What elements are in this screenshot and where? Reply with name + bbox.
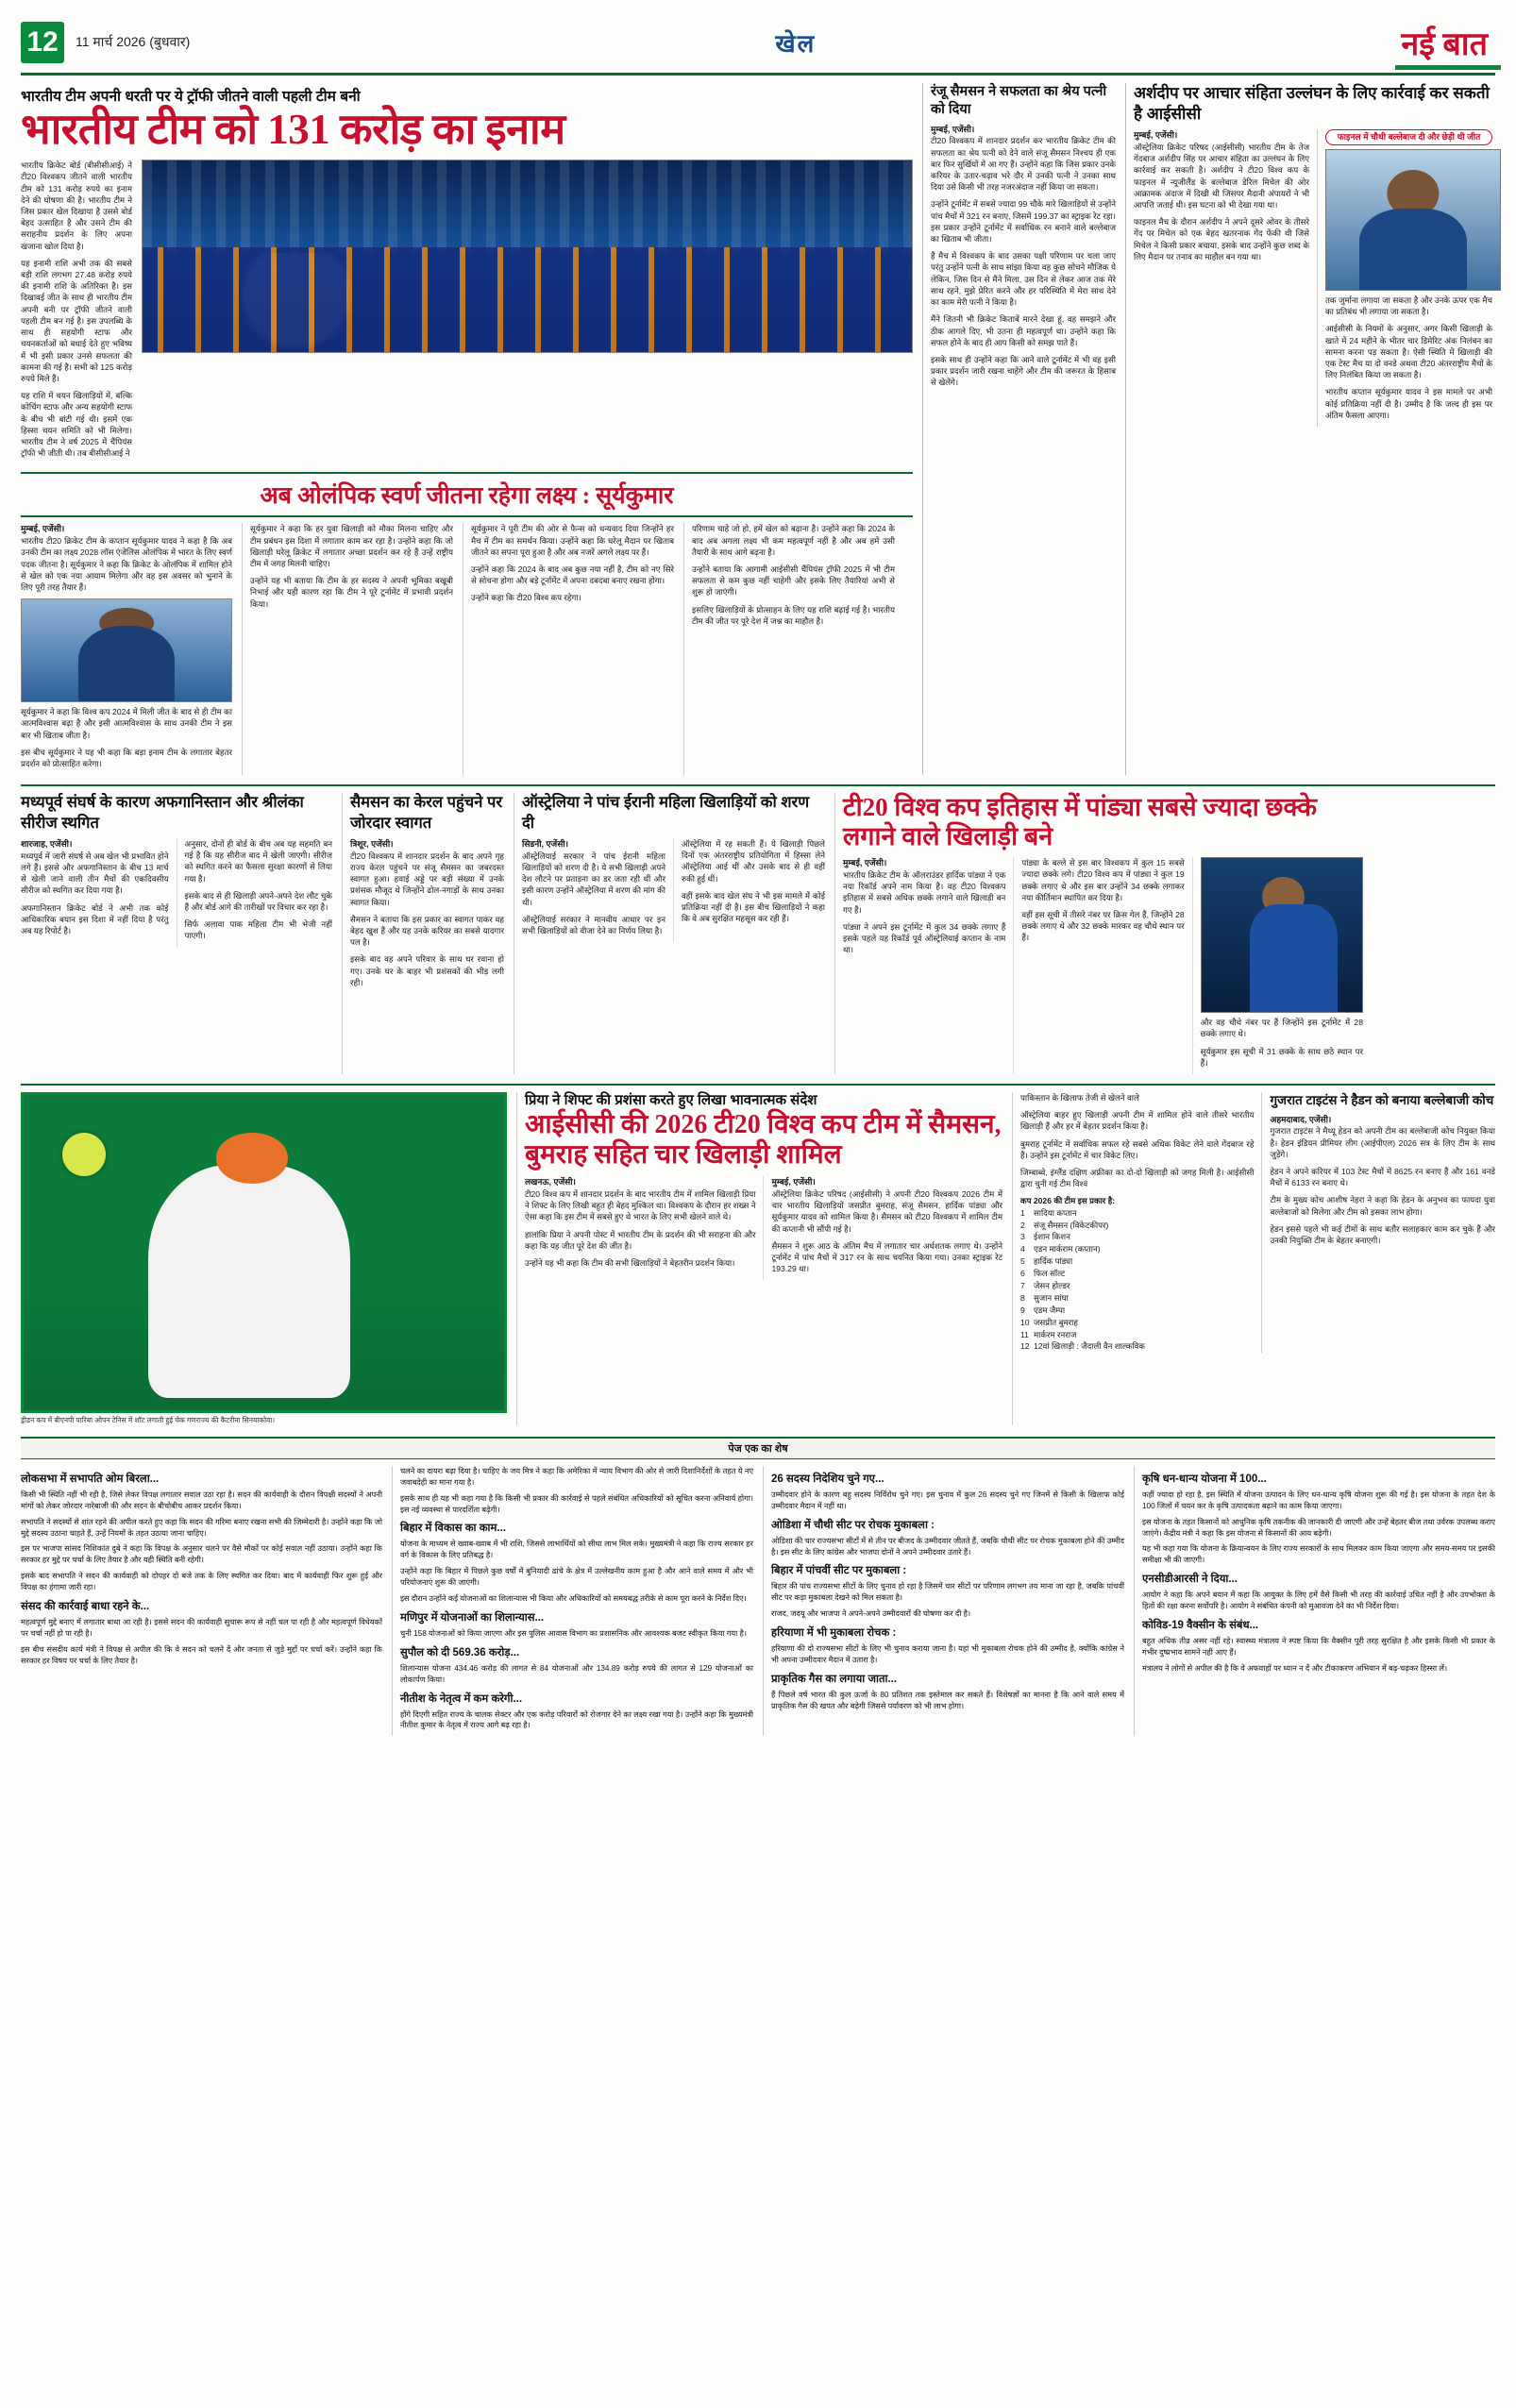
icc-para: ऑस्ट्रेलिया बाहर हुए खिलाड़ी अपनी टीम में शामिल होने वाले तीसरे भारतीय खिलाड़ी हैं और हर में बेहतर प्रदर्शन किया है। — [1020, 1110, 1255, 1132]
pandya-para: पांड्या ने अपने इस टूर्नामेंट में कुल 34 छक्के लगाए हैं इसके पहले यह रिकॉर्ड पूर्व ऑस्ट्रेलियाई कप्तान के नाम था। — [843, 921, 1006, 955]
dateline: मुम्बई, एजेंसी। — [771, 1177, 816, 1187]
ranju-para: उन्होंने टूर्नामेंट में सबसे ज्यादा 99 चौके मारे खिलाड़ियों से उन्होंने पांच मैचों में 321 रन बनाए, जिसमें 199.37 का स्ट्राइक रेट रहा। इस प्रकार उन्होंने टूर्नामेंट में सर्वाधिक रन बनाने वाले बल्लेबाज का खिताब भी जीता। — [931, 199, 1116, 244]
squad-item: 7 जेसन होल्डर — [1020, 1281, 1070, 1290]
jump-para: बिहार की पांच राज्यसभा सीटों के लिए चुनाव हो रहा है जिसमें चार सीटों पर परिणाम लगभग तय माना जा रहा है, जबकि पांचवीं सीट पर कड़ा मुकाबला देखने को मिल सकता है। — [770, 1582, 1124, 1603]
team-celebration-photo — [142, 160, 913, 353]
arshdeep-para: भारतीय कप्तान सूर्यकुमार यादव ने इस मामले पर अभी कोई प्रतिक्रिया नहीं दी है। उम्मीद है कि जल्द ही इस पर अंतिम फैसला आएगा। — [1325, 387, 1492, 420]
icc-squad-story — [516, 1092, 1002, 1425]
squad-item: 5 हार्दिक पांड्या — [1020, 1256, 1073, 1267]
icc-para: उन्होंने यह भी कहा कि टीम की सभी खिलाड़ियों ने बेहतरीन प्रदर्शन किया। — [524, 1257, 735, 1268]
arshdeep-col-1 — [1134, 129, 1309, 427]
iran-para: ऑस्ट्रेलियाई सरकार ने पांच ईरानी महिला खिलाड़ियों को शरण दी है। ये सभी खिलाड़ी अपने देश लौटने पर प्रताड़ना का डर जता रही थीं और इसी कारण उन्होंने ऑस्ट्रेलिया में शरण की मांग की थी। — [522, 850, 665, 907]
jump-head: एनसीडीआरसी ने दिया... — [1142, 1574, 1238, 1586]
jump-para: ओडिशा की चार राज्यसभा सीटों में से तीन पर बीजद के उम्मीदवार जीतते हैं, जबकि चौथी सीट पर रोचक मुकाबला होने की उम्मीद है। इस सीट के लिए कांग्रेस और भाजपा दोनों ने अपने उम्मीदवार उतारे हैं। — [770, 1536, 1124, 1557]
ranju-para: हैं मैच में विश्वकप के बाद उसका पक्षी परिणाम पर चला जाए परंतु उन्होंने पत्नी के साथ सांझा किया वह कुछ सोचने मौजिक ये लेकिन, जिस दिन से मैंने मिला, उस दिन से लेकर आज तक मेरे साथ रहने, मुझे प्रेरित करने और हर परिस्थिति में मेरा साथ देने का काम मेरी पत्नी ने किया है। — [931, 251, 1116, 308]
arshdeep-para: तक जुर्माना लगाया जा सकता है और उनके ऊपर एक मैच का प्रतिबंध भी लगाया जा सकता है। — [1325, 295, 1492, 317]
dateline: मुम्बई, एजेंसी। — [21, 524, 65, 534]
pandya-para: वहीं इस सूची में तीसरे नंबर पर क्रिस गेल हैं, जिन्होंने 28 छक्के लगाए थे और 32 छक्के मारकर वह चौथे स्थान पर हैं। — [1021, 910, 1185, 943]
jump-para: हरियाणा की दो राज्यसभा सीटों के लिए भी चुनाव कराया जाना है। यहां भी मुकाबला रोचक होने की उम्मीद है, क्योंकि कांग्रेस ने भी अपना उम्मीदवार मैदान में उतारा है। — [770, 1644, 1124, 1665]
afg-para: अनुसार, दोनों ही बोर्ड के बीच अब यह सहमति बन गई है कि यह सीरीज बाद में खेली जाएगी। सीरीज को स्थगित करने का फैसला सुरक्षा कारणों से लिया गया है। — [184, 839, 332, 884]
surya-para: उन्होंने बताया कि आगामी आईसीसी चैंपियंस ट्रॉफी 2025 में भी टीम सफलता से कम कुछ नहीं चाहेगी और इसके लिए तैयारियां अभी से शुरू हो जाएंगी। — [692, 564, 895, 598]
jump-para: इस दौरान उन्होंने कई योजनाओं का शिलान्यास भी किया और अधिकारियों को समयबद्ध तरीके से काम पूरा करने के निर्देश दिए। — [399, 1594, 747, 1604]
squad-item: 10 जसप्रीत बुमराह — [1020, 1317, 1078, 1327]
jump-para: हैं पिछले वर्ष भारत की कुल ऊर्जा के 80 प्रतिशत तक इस्तेमाल कर सकते हैं। विशेषज्ञों का मानना है कि आने वाले समय में प्राकृतिक गैस की खपत और बढ़ेगी जिससे पर्यावरण को भी लाभ होगा। — [770, 1690, 1124, 1710]
squad-item: 4 एडन मार्कराम (कप्तान) — [1020, 1244, 1101, 1255]
tennis-caption: ड्रीडन कप में बीएनपी पारिबा ओपन टेनिस में शॉट लगाती हुई चेक गणराज्य की कैटरीना सिनयाकोवा। — [21, 1416, 276, 1425]
pandya-story — [834, 793, 1363, 1074]
iran-para: ऑस्ट्रेलिया में रह सकती हैं। ये खिलाड़ी पिछले दिनों एक अंतरराष्ट्रीय प्रतियोगिता में हिस्सा लेने ऑस्ट्रेलिया आई थीं और उसके बाद से ही वहीं रुकी हुई थीं। — [682, 839, 825, 884]
surya-para: उन्होंने यह भी बताया कि टीम के हर सदस्य ने अपनी भूमिका बखूबी निभाई और यही कारण रहा कि टीम ने पूरे टूर्नामेंट में प्रभावी प्रदर्शन किया। — [250, 576, 453, 609]
tennis-ball-icon — [62, 1133, 106, 1176]
section-title: खेल — [775, 28, 817, 58]
afg-col-1 — [21, 838, 169, 948]
dateline: मुम्बई, एजेंसी। — [1134, 130, 1178, 141]
jump-para: उन्होंने कहा कि बिहार में पिछले कुछ वर्षों में बुनियादी ढांचे के क्षेत्र में उल्लेखनीय काम हुआ है और आने वाले समय में और भी परियोजनाएं शुरू की जाएंगी। — [399, 1567, 753, 1588]
icc-headline: आईसीसी की 2026 टी20 विश्व कप टीम में सैमसन, बुमराह सहित चार खिलाड़ी शामिल — [524, 1109, 1002, 1170]
squad-item: 6 फिल सॉल्ट — [1020, 1269, 1066, 1279]
pandya-col-1 — [843, 857, 1005, 1074]
surya-col-2 — [242, 523, 453, 775]
pandya-col-2 — [1013, 857, 1184, 1074]
surya-para: इस बीच सूर्यकुमार ने यह भी कहा कि बड़ा इनाम टीम के लगातार बेहतर प्रदर्शन को प्रोत्साहित करेगा। — [21, 747, 232, 768]
iran-col-2 — [673, 838, 825, 942]
jump-para: इसके साथ ही यह भी कहा गया है कि किसी भी प्रकार की कार्रवाई से पहले संबंधित अधिकारियों को सूचित करना अनिवार्य होगा। इस नई व्यवस्था से पारदर्शिता बढ़ेगी। — [399, 1493, 753, 1514]
gujarat-para: हेडन इससे पहले भी कई टीमों के साथ बतौर सलाहकार काम कर चुके हैं और उनकी नियुक्ति टीम के बेहतर बनाएगी। — [1270, 1223, 1495, 1245]
jump-column-1 — [21, 1466, 382, 1736]
gujarat-para: टीम के मुख्य कोच आशीष नेहरा ने कहा कि हेडन के अनुभव का फायदा युवा बल्लेबाजों को मिलेगा और टीम को इसका लाभ होगा। — [1270, 1195, 1495, 1217]
jump-para: इसके बाद सभापति ने सदन की कार्यवाही को दोपहर दो बजे तक के लिए स्थगित कर दिया। बाद में कार्यवाही फिर शुरू हुई और विपक्ष का हंगामा जारी रहा। — [21, 1572, 382, 1592]
iran-para: वहीं इसके बाद खेल संघ ने भी इस मामले में कोई प्रतिक्रिया नहीं दी है। इस बीच खिलाड़ियों ने कहा कि वे अब सुरक्षित महसूस कर रही हैं। — [682, 890, 825, 924]
pandya-headline: टी20 विश्व कप इतिहास में पांड्या सबसे ज्यादा छक्के लगाने वाले खिलाड़ी बने — [843, 793, 1317, 851]
ranju-headline: रंजू सैमसन ने सफलता का श्रेय पत्नी को दिया — [931, 84, 1107, 117]
photo-badge-caption: फाइनल में चौथी बल्लेबाज दी और छेड़ी थी जीत — [1325, 129, 1492, 145]
jump-para: किसी भी स्थिति नहीं भी रही है, जिसे लेकर विपक्ष लगातार सवाल उठा रहा है। सदन की कार्यवाही के दौरान विपक्षी सदस्यों ने अपनी मांगों को लेकर जोरदार नारेबाजी की और सदन के बीचोबीच आकर प्रदर्शन किया। — [21, 1490, 382, 1510]
jump-head: ओडिशा में चौथी सीट पर रोचक मुकाबला : — [770, 1519, 935, 1531]
afg-para: मध्यपूर्व में जारी संघर्ष से अब खेल भी प्रभावित होने लगे हैं। इससे और अफगानिस्तान के बीच 13 मार्च से खेली जाने वाली तीन मैचों की एकदिवसीय सीरीज को स्थगित कर दिया गया है। — [21, 850, 169, 896]
dateline: सिडनी, एजेंसी। — [522, 839, 569, 849]
page-date: 11 मार्च 2026 (बुधवार) — [76, 34, 191, 49]
lead-para: भारतीय क्रिकेट बोर्ड (बीसीसीआई) ने टी20 विश्वकप जीतने वाली भारतीय टीम को 131 करोड़ रुपये का इनाम देने की घोषणा की है। भारतीय टीम ने जिस प्रकार खेल दिखाया है उससे बोर्ड बेहद उत्साहित है और उसने टीम की सराहनीय प्रदर्शन के लिए अपना खजाना खोल दिया है। — [21, 160, 132, 251]
surya-col-4 — [683, 523, 895, 775]
jump-para: चलने का दायरा बढ़ा दिया है। चाहिए के जय मित्र ने कहा कि अमेरिका में न्याय विभाग की ओर से जारी दिशानिर्देशों के तहत ये नए जवाबदेही का माना गया है। — [399, 1466, 753, 1487]
jump-para: इस पर भाजपा सांसद निशिकांत दुबे ने कहा कि विपक्ष के अनुसार चलने पर वैसे मौकों पर कोई सवाल नहीं उठाया। उन्होंने कहा कि सरकार हर मुद्दे पर चर्चा के लिए तैयार है और यही स्थिति बनी रहेगी। — [21, 1544, 382, 1565]
pandya-col-3 — [1192, 857, 1363, 1074]
jump-para: उम्मीदवार होने के कारण बहु सदस्य निर्विरोध चुने गए। इस चुनाव में कुल 26 सदस्य चुने गए जिनमें से किसी के खिलाफ कोई उम्मीदवार मैदान में नहीं था। — [770, 1490, 1124, 1510]
lead-para: यह इनामी राशि अभी तक की सबसे बड़ी राशि लगभग 27.48 करोड़ रुपये की इनामी राशि के अतिरिक्त है। इस दिखावई जीत के साथ ही भारतीय टीम अपनी बनी पर ट्रॉफी जीतने वाली पहली टीम बन गई है। इस उपलब्धि के साथ ही सहयोगी स्टाफ और चयनकर्ताओं को बधाई देते हुए भविष्य में भी इसी प्रकार उनसे सफलता की कामना की गई है। सभी को 125 करोड़ रुपये मिले हैं। — [21, 258, 132, 383]
surya-para: इसलिए खिलाड़ियों के प्रोत्साहन के लिए यह राशि बढ़ाई गई है। भारतीय टीम की जीत पर पूरे देश में जश्न का माहौल है। — [692, 604, 895, 626]
dateline: अहमदाबाद, एजेंसी। — [1270, 1114, 1332, 1124]
jump-column-2 — [392, 1466, 753, 1736]
pandya-para: सूर्यकुमार इस सूची में 31 छक्के के साथ छठे स्थान पर हैं। — [1200, 1046, 1363, 1068]
icc-para: हालांकि प्रिया ने अपनी पोस्ट में भारतीय टीम के प्रदर्शन की भी सराहना की और कहा कि यह जीत पूरे देश की जीत है। — [524, 1229, 756, 1251]
jump-head: सुपौल को दी 569.36 करोड़... — [399, 1646, 520, 1659]
gujarat-headline: गुजरात टाइटंस ने हैडन को बनाया बल्लेबाजी कोच — [1270, 1093, 1494, 1108]
samson-kerala-headline: सैमसन का केरल पहुंचने पर जोरदार स्वागत — [350, 794, 503, 832]
jump-head: कोविड-19 वैक्सीन के संबंध... — [1142, 1620, 1259, 1632]
jump-para: सभापति ने सदस्यों से शांत रहने की अपील करते हुए कहा कि सदन की गरिमा बनाए रखना सभी की जिम्मेदारी है। उन्होंने कहा कि जो मुद्दे सदस्य उठाना चाहते हैं, उन्हें नियमों के तहत उठाया जाना चाहिए। — [21, 1517, 382, 1538]
surya-col-3 — [463, 523, 674, 775]
dateline: त्रिशूर, एजेंसी। — [350, 839, 394, 849]
icc-para: पाकिस्तान के खिलाफ तेजी से खेलने वाले — [1020, 1093, 1139, 1103]
lead-headline: भारतीय टीम को 131 करोड़ का इनाम — [21, 106, 565, 153]
pandya-para: भारतीय क्रिकेट टीम के ऑलराउंडर हार्दिक पांड्या ने एक नया रिकॉर्ड अपने नाम किया है। वह टी20 विश्वकप इतिहास में सबसे अधिक छक्के लगाने वाले खिलाड़ी बन गए हैं। — [843, 869, 1006, 915]
third-band — [21, 1084, 1495, 1425]
afghanistan-headline: मध्यपूर्व संघर्ष के कारण अफगानिस्तान और श्रीलंका सीरीज स्थगित — [21, 794, 304, 832]
icc-squad-intro: जिम्बाब्वे, इंग्लैंड दक्षिण अफ्रीका का दो-दो खिलाड़ी को जगह मिली है। आईसीसी द्वारा चुनी गई टीम विश्व — [1020, 1168, 1255, 1189]
jump-section-title: पेज एक का शेष — [21, 1437, 1495, 1459]
iran-para: ऑस्ट्रेलियाई सरकार ने मानवीय आधार पर इन सभी खिलाड़ियों को वीजा देने का निर्णय लिया है। — [522, 914, 665, 935]
icc-kicker: प्रिया ने शिफ्ट की प्रशंसा करते हुए लिखा भावनात्मक संदेश — [524, 1092, 817, 1109]
jump-head: लोकसभा में सभापति ओम बिरला... — [21, 1473, 160, 1485]
jump-head: कृषि धन-धान्य योजना में 100... — [1142, 1473, 1267, 1485]
surya-col-1 — [21, 523, 232, 775]
jump-head: 26 सदस्य निदेशिय चुने गए... — [770, 1473, 884, 1485]
arshdeep-para: फाइनल मैच के दौरान अर्शदीप ने अपने दूसरे ओवर के तीसरे गेंद पर मिचेल को एक बेहद खतरनाक गेंद फेंकी थी जिसे मिचेल ने किसी प्रकार बचाया, इसके बाद उन्होंने कुछ शब्द के लिए मैदान पर तनाव का माहौल बन गया था। — [1134, 217, 1309, 261]
surya-para: उन्होंने कहा कि टी20 विश्व कप रहेगा। — [471, 593, 581, 603]
icc-squad-title: कप 2026 की टीम इस प्रकार है: — [1020, 1196, 1116, 1206]
jump-para: महत्वपूर्ण मुद्दे बनाए में लगातार बाधा आ रही है। इससे सदन की कार्यवाही सुचारू रूप से नहीं चल पा रही है और महत्वपूर्ण विधेयकों पर चर्चा नहीं हो पा रही है। — [21, 1618, 382, 1638]
gujarat-story — [1261, 1092, 1495, 1353]
hardik-pandya-photo — [1201, 857, 1363, 1013]
second-band — [21, 784, 1495, 1074]
masthead — [21, 17, 1495, 76]
jump-head: बिहार में पांचवीं सीट पर मुकाबला : — [770, 1565, 907, 1577]
squad-item: 12 12वां खिलाड़ी : जैदाली वैन शाल्कविक — [1020, 1341, 1145, 1352]
top-section — [21, 83, 1495, 775]
jump-head: मणिपुर में योजनाओं का शिलान्यास... — [399, 1611, 545, 1624]
surya-para: सूर्यकुमार ने कहा कि विश्व कप 2024 में मिली जीत के बाद से ही टीम का आत्मविश्वास बढ़ा है और इसी आत्मविश्वास के साथ उनकी टीम ने इस बार भी खिताब जीता है। — [21, 707, 232, 740]
surya-para: सूर्यकुमार ने पूरी टीम की ओर से फैन्स को धन्यवाद दिया जिन्होंने हर मैच में टीम का समर्थन किया। उन्होंने कहा कि घरेलू मैदान पर खिताब जीतने का सपना पूरा हुआ है और अब नजरें अगले लक्ष्य पर हैं। — [471, 524, 674, 557]
jump-section — [21, 1466, 1495, 1736]
squad-item: 3 ईशान किशन — [1020, 1232, 1070, 1242]
surya-headline: अब ओलंपिक स्वर्ण जीतना रहेगा लक्ष्य : सूर्यकुमार — [21, 472, 913, 517]
arshdeep-para: आईसीसी के नियमों के अनुसार, अगर किसी खिलाड़ी के खाते में 24 महीने के भीतर चार डिमेरिट अंक निलंबन का सामना करना पड़ सकता है। ऐसी स्थिति में खिलाड़ी की एक टेस्ट मैच या दो वनडे अथवा टी20 अंतरराष्ट्रीय मैचों के लिए निलंबित किया जा सकता है। — [1325, 324, 1492, 380]
suryakumar-photo — [21, 598, 232, 702]
ranju-para: इसके साथ ही उन्होंने कहा कि आने वाले टूर्नामेंट में भी वह इसी प्रकार प्रदर्शन जारी रखना चाहेंगे और टीम की जरूरत के हिसाब से खेलेंगे। — [931, 354, 1116, 388]
afg-col-2 — [177, 838, 333, 948]
squad-item: 1 सादिया कप्तान — [1020, 1207, 1077, 1218]
arshdeep-col-2 — [1317, 129, 1492, 427]
samson-para: सैमसन ने बताया कि इस प्रकार का स्वागत पाकर वह बेहद खुश हैं और यह उनके करियर का सबसे यादगार पल है। — [350, 914, 504, 948]
arshdeep-para: ऑस्ट्रेलिया क्रिकेट परिषद (आईसीसी) भारतीय टीम के तेज गेंदबाज अर्शदीप सिंह पर आचार संहिता का उल्लंघन के लिए कार्रवाई कर सकती है। अर्शदीप ने टी20 विश्व कप के फाइनल में न्यूजीलैंड के बल्लेबाज डेरिल मिचेल की ओर आक्रामक अंदाज में दिखी थी जिसपर मैदानी अंपायरों ने भी आपत्ति जताई थी। इस घटना को भी देखा गया था। — [1134, 142, 1309, 210]
ranju-body — [931, 124, 1116, 389]
lead-kicker: भारतीय टीम अपनी धरती पर ये ट्रॉफी जीतने वाली पहली टीम बनी — [21, 89, 361, 105]
surya-para: भारतीय टी20 क्रिकेट टीम के कप्तान सूर्यकुमार यादव ने कहा है कि अब उनकी टीम का लक्ष्य 2028 लॉस एंजेलिस ओलंपिक में भारत के लिए स्वर्ण पदक जीतना है। सूर्यकुमार ने कहा कि क्रिकेट के ओलंपिक में शामिल होने से खेल को एक नया आयाम मिलेगा और वह इस अवसर को भुनाने के लिए पूरी तरह तैयार हैं। — [21, 536, 232, 592]
samson-kerala-story — [342, 793, 504, 1074]
jump-para: राजद, जदयू और भाजपा ने अपने-अपने उम्मीदवारों की घोषणा कर दी है। — [770, 1609, 971, 1619]
jump-head: प्राकृतिक गैस का लगाया जाता... — [770, 1673, 898, 1685]
icc-squad-list — [1020, 1207, 1254, 1354]
jump-para: होंगे दिएगी सहित राज्य के चालक सेक्टर और एक करोड़ परिवारों को रोजगार देने का लक्ष्य रखा गया है। उन्होंने कहा कि मुख्यमंत्री नीतीश कुमार के नेतृत्व में राज्य आगे बढ़ रहा है। — [399, 1709, 753, 1730]
dateline: मुम्बई, एजेंसी। — [843, 858, 887, 868]
tennis-player-photo — [21, 1092, 507, 1413]
dateline: लखनऊ, एजेंसी। — [524, 1177, 576, 1187]
jump-para: यह भी कहा गया कि योजना के क्रियान्वयन के लिए राज्य सरकारों के साथ मिलकर काम किया जाएगा और समय-समय पर इसकी समीक्षा भी की जाएगी। — [1142, 1544, 1496, 1565]
afg-para: सिर्फ अलावा पाक महिला टीम भी भेजी नहीं पाएगी। — [184, 919, 332, 941]
jump-head: बिहार में विकास का काम... — [399, 1523, 506, 1535]
icc-col-3 — [1020, 1092, 1254, 1353]
iran-women-story — [514, 793, 825, 1074]
jump-para: कहीं ज्यादा हो रहा है, इस स्थिति में योजना उत्पादन के लिए धन-धान्य कृषि योजना शुरू की गई है। इस योजना के तहत देश के 100 जिलों में चयन कर के कृषि उत्पादकता बढ़ाने का काम किया जाएगा। — [1142, 1490, 1496, 1510]
surya-para: उन्होंने कहा कि 2024 के बाद अब कुछ नया नहीं है, टीम को नए सिरे से सोचना होगा और बड़े टूर्नामेंट में अपना दबदबा बनाए रखना होगा। — [471, 564, 674, 586]
squad-item: 11 मार्करम रनराज — [1020, 1329, 1077, 1339]
surya-story — [21, 523, 913, 775]
arshdeep-story — [1125, 83, 1495, 775]
iran-women-headline: ऑस्ट्रेलिया ने पांच ईरानी महिला खिलाड़ियों को शरण दी — [522, 794, 810, 832]
jump-para: चुनी 158 योजनाओं को किया जाएगा और इस पुलिस आवास विभाग का प्रशासनिक और आवश्यक बजट स्वीकृत किया गया है। — [399, 1628, 748, 1638]
tennis-photo-block — [21, 1092, 507, 1425]
jump-head: हरियाणा में भी मुकाबला रोचक : — [770, 1627, 897, 1640]
squad-item: 2 संजू सैमसन (विकेटकीपर) — [1020, 1220, 1109, 1230]
newspaper-logo: नई बात — [1401, 21, 1495, 64]
afghanistan-story — [21, 793, 332, 1074]
pandya-para: और वह चौथे नंबर पर हैं जिन्होंने इस टूर्नामेंट में 28 छक्के लगाए थे। — [1200, 1018, 1363, 1039]
page-number: 12 — [21, 22, 64, 63]
jump-para: योजना के माध्यम से ख्वाब-ख्वाब में भी राशि, जिससे लाभार्थियों को सीधा लाभ मिल सके। मुख्यमंत्री ने कहा कि राज्य सरकार हर वर्ग के विकास के लिए प्रतिबद्ध है। — [399, 1540, 753, 1560]
squad-item: 9 एडम जैम्पा — [1020, 1305, 1066, 1315]
icc-col-2 — [763, 1176, 1002, 1280]
lead-story — [21, 83, 913, 775]
gujarat-para: हेडन ने अपने करियर में 103 टेस्ट मैचों में 8625 रन बनाए हैं और 161 वनडे मैचों में 6133 रन बनाए थे। — [1270, 1166, 1495, 1188]
surya-para: परिणाम चाहे जो हो, हमें खेल को बढ़ाना है। उन्होंने कहा कि 2024 के बाद अब अगला लक्ष्य भी कम महत्वपूर्ण नहीं है और अब हमें उसी तैयारी के साथ आगे बढ़ना है। — [692, 524, 895, 557]
ranju-para: टी20 विश्वकप में शानदार प्रदर्शन कर भारतीय क्रिकेट टीम की सफलता का श्रेय पत्नी को देने वाले संजू सैमसन निश्चय ही एक बार फिर सुर्खियों में आ गए हैं। उन्होंने कहा कि जिस प्रकार उनके करियर के उतार-चढ़ाव भरे दौर में उनकी पत्नी ने उनका साथ दिया उसे किसी भी तरह नजरअंदाज नहीं किया जा सकता। — [931, 136, 1116, 193]
lead-text-column — [21, 160, 132, 464]
arshdeep-headline: अर्शदीप पर आचार संहिता उल्लंघन के लिए कार्रवाई कर सकती है आईसीसी — [1134, 84, 1490, 124]
jump-head: संसद की कार्रवाई बाधा रहने के... — [21, 1601, 150, 1613]
icc-para: बुमराह टूर्नामेंट में सर्वाधिक सफल रहे सबसे अधिक विकेट लेने वाले गेंदबाज रहे हैं। उन्होंने इस टूर्नामेंट में चार विकेट लिए। — [1020, 1138, 1255, 1160]
samson-para: टी20 विश्वकप में शानदार प्रदर्शन के बाद अपने गृह राज्य केरल पहुंचने पर संजू सैमसन का जबरदस्त स्वागत हुआ। हवाई अड्डे पर बड़ी संख्या में उनके प्रशंसक मौजूद थे जिन्होंने ढोल-नगाड़ों के साथ उनका स्वागत किया। — [350, 850, 504, 907]
jump-para: मंत्रालय ने लोगों से अपील की है कि वे अफवाहों पर ध्यान न दें और टीकाकरण अभियान में बढ़-चढ़कर हिस्सा लें। — [1142, 1663, 1448, 1673]
dateline: मुम्बई, एजेंसी। — [931, 124, 975, 134]
samson-kerala-body — [350, 838, 504, 988]
ranju-story — [922, 83, 1116, 775]
icc-squad-right — [1012, 1092, 1495, 1425]
jump-para: आयोग ने कहा कि अपने बयान में कहा कि आयुक्त के लिए हमें वैसे किसी भी तरह की कार्रवाई उचित नहीं है और उपभोक्ता के हितों की रक्षा करना सर्वोपरि है। आयोग ने संबंधित कंपनी को मुआवजा देने का भी निर्देश दिया। — [1142, 1591, 1496, 1611]
jump-column-3 — [763, 1466, 1124, 1736]
arshdeep-singh-photo — [1325, 149, 1501, 291]
jump-column-4 — [1134, 1466, 1495, 1736]
icc-para: ऑस्ट्रेलिया क्रिकेट परिषद (आईसीसी) ने अपनी टी20 विश्वकप 2026 टीम में चार भारतीय खिलाड़ियों जसप्रीत बुमराह, संजू सैमसन, हार्दिक पांड्या और सूर्यकुमार यादव को शामिल किया है। सैमसन को टी20 विश्वकप में शामिल टीम की कप्तानी भी सौंपी गई है। — [771, 1188, 1003, 1234]
surya-para: सूर्यकुमार ने कहा कि हर युवा खिलाड़ी को मौका मिलना चाहिए और टीम प्रबंधन इस दिशा में लगातार काम कर रहा है। उन्होंने कहा कि जो खिलाड़ी घरेलू क्रिकेट में लगातार अच्छा प्रदर्शन कर रहे हैं उन्हें राष्ट्रीय टीम में जगह मिलनी चाहिए। — [250, 524, 453, 568]
afg-para: अफगानिस्तान क्रिकेट बोर्ड ने अभी तक कोई आधिकारिक बयान इस दिशा में नहीं दिया है परंतु अब यह रिपोर्ट है। — [21, 902, 169, 935]
jump-head: नीतीश के नेतृत्व में कम करेगी... — [399, 1692, 523, 1705]
jump-para: बहुत अधिक तीव्र असर नहीं रहे। स्वास्थ्य मंत्रालय ने स्पष्ट किया कि वैक्सीन पूरी तरह सुरक्षित है और इसके किसी भी प्रकार के गंभीर दुष्प्रभाव सामने नहीं आए हैं। — [1142, 1637, 1496, 1657]
iran-col-1 — [522, 838, 665, 942]
squad-item: 8 सुजान सांघा — [1020, 1292, 1069, 1303]
ranju-para: मैंने जितनी भी क्रिकेट किताबें मारने देखा हूं, वह समझने और ठीक आगले दिए, भी उतना ही महत्वपूर्ण था। उन्होंने कहा कि सफल होने के बाद ही आप किसी को समझ पाते हैं। — [931, 314, 1116, 347]
icc-para: सैमसन ने शुरू आठ के अंतिम मैच में लगातार चार अर्धशतक लगाए थे। उन्होंने टूर्नामेंट में पांच मैचों में 317 रन के साथ चयनित किया गया। उनका स्ट्राइक रेट 193.29 था। — [771, 1240, 1003, 1274]
afg-para: इसके बाद से ही खिलाड़ी अपने-अपने देश लौट चुके हैं और बोर्ड आगे की तारीखों पर विचार कर रहा है। — [184, 890, 332, 913]
icc-col-1 — [525, 1176, 756, 1280]
jump-para: इस योजना के तहत किसानों को आधुनिक कृषि तकनीक की जानकारी दी जाएगी और उन्हें बेहतर बीज तथा उर्वरक उपलब्ध कराए जाएंगे। केंद्रीय मंत्री ने कहा कि इस योजना से किसानों की आय बढ़ेगी। — [1142, 1517, 1496, 1538]
lead-para: यह राशि में चयन खिलाड़ियों में, बल्कि कोचिंग स्टाफ और अन्य सहयोगी स्टाफ के बीच भी बांटी गई थी। इसमें एक हिस्सा चयन समिति को भी मिलेगा। भारतीय टीम ने वर्ष 2025 में चैंपियंस ट्रॉफी भी जीती थी। तब बीसीसीआई ने — [21, 391, 132, 459]
dateline: शारजाह, एजेंसी। — [21, 839, 73, 849]
jump-para: इस बीच संसदीय कार्य मंत्री ने विपक्ष से अपील की कि वे सदन को चलने दें और जनता से जुड़े मुद्दों पर चर्चा करें। उन्होंने कहा कि सरकार हर विषय पर चर्चा के लिए तैयार है। — [21, 1644, 382, 1665]
pandya-para: पांड्या के बल्ले से इस बार विश्वकप में कुल 15 सबसे ज्यादा छक्के लगे। टी20 विश्व कप में पांड्या ने कुल 19 छक्के लगाए थे और इस बार उन्होंने 34 छक्के लगाकर नया कीर्तिमान स्थापित कर दिया है। — [1021, 858, 1185, 902]
jump-para: शिलान्यास योजना 434.46 करोड़ की लागत से 84 योजनाओं और 134.89 करोड़ रुपये की लागत से 129 योजनाओं का लोकार्पण किया। — [399, 1663, 753, 1684]
gujarat-para: गुजरात टाइटंस ने मैथ्यू हेडन को अपनी टीम का बल्लेबाजी कोच नियुक्त किया है। हेडन इंडियन प्रीमियर लीग (आईपीएल) 2026 सत्र के लिए टीम के साथ जुड़ेंगे। — [1270, 1126, 1495, 1159]
samson-para: इसके बाद वह अपने परिवार के साथ घर रवाना हो गए। उनके घर के बाहर भी प्रशंसकों की भीड़ लगी रही। — [350, 954, 504, 987]
icc-para: टी20 विश्व कप में शानदार प्रदर्शन के बाद भारतीय टीम में शामिल खिलाड़ी प्रिया ने शिफ्ट के लिए लिखी बहुत ही बेहद मुश्किल था। विश्वकप के दौरान हर शख्स ने ऐसा कहा कि इस टीम में सबसे हुए थे भारत के लिए सभी खेलने वाले थे। — [524, 1188, 756, 1222]
